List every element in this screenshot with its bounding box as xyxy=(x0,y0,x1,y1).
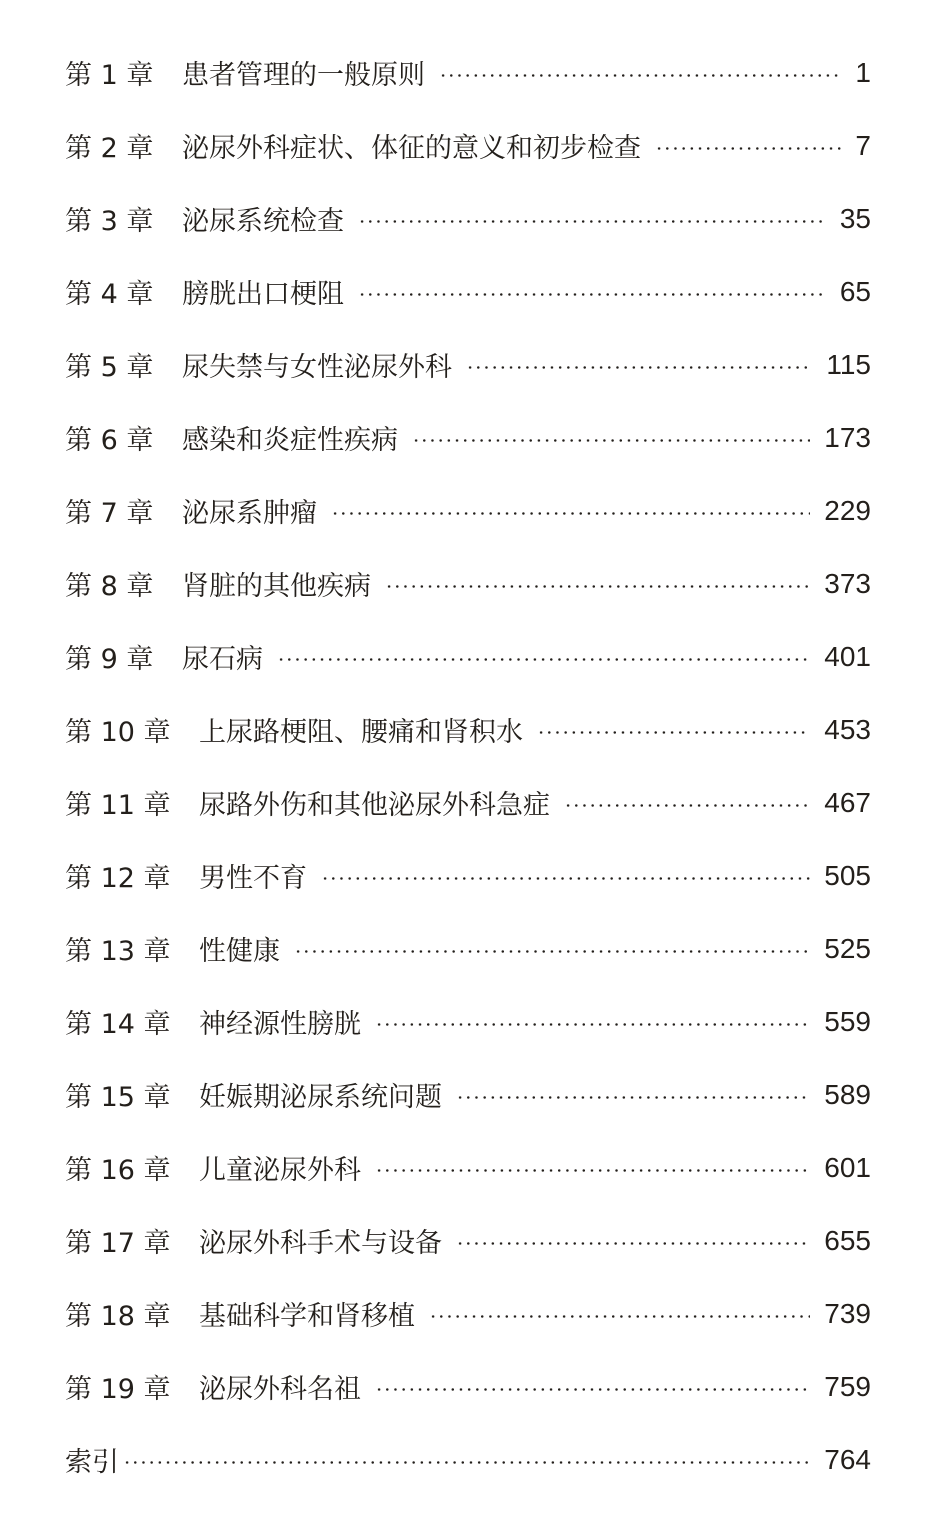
dot-leader xyxy=(456,1242,810,1245)
chapter-number: 第 9 章 xyxy=(65,644,154,675)
chapter-title: 神经源性膀胱 xyxy=(199,1009,361,1040)
page-number: 453 xyxy=(824,713,871,745)
chapter-number: 第 15 章 xyxy=(65,1082,171,1113)
chapter-title: 基础科学和肾移植 xyxy=(199,1301,415,1332)
table-of-contents xyxy=(65,36,871,1496)
dot-leader xyxy=(375,1169,810,1172)
toc-entry-chapter-14[interactable] xyxy=(65,985,871,1058)
page-number: 65 xyxy=(839,275,871,307)
dot-leader xyxy=(429,1315,810,1318)
page-number: 173 xyxy=(824,421,871,453)
chapter-title: 尿失禁与女性泌尿外科 xyxy=(182,352,452,383)
toc-entry-chapter-19[interactable] xyxy=(65,1350,871,1423)
chapter-title: 泌尿外科症状、体征的意义和初步检查 xyxy=(182,133,641,164)
page-number: 7 xyxy=(855,129,871,161)
chapter-title: 患者管理的一般原则 xyxy=(182,60,425,91)
toc-entry-chapter-15[interactable] xyxy=(65,1058,871,1131)
dot-leader xyxy=(321,877,810,880)
page-number: 1 xyxy=(855,56,871,88)
dot-leader xyxy=(564,804,810,807)
toc-entry-chapter-5[interactable] xyxy=(65,328,871,401)
chapter-title: 上尿路梗阻、腰痛和肾积水 xyxy=(199,717,523,748)
page-number: 764 xyxy=(824,1443,871,1475)
toc-entry-chapter-13[interactable] xyxy=(65,912,871,985)
page-number: 589 xyxy=(824,1078,871,1110)
chapter-title: 性健康 xyxy=(199,936,280,967)
toc-entry-chapter-2[interactable] xyxy=(65,109,871,182)
chapter-title: 膀胱出口梗阻 xyxy=(182,279,344,310)
chapter-number: 第 14 章 xyxy=(65,1009,171,1040)
page-number: 655 xyxy=(824,1224,871,1256)
chapter-title: 泌尿外科手术与设备 xyxy=(199,1228,442,1259)
toc-entry-chapter-9[interactable] xyxy=(65,620,871,693)
chapter-title: 男性不育 xyxy=(199,863,307,894)
dot-leader xyxy=(466,366,812,369)
page-number: 525 xyxy=(824,932,871,964)
toc-entry-chapter-12[interactable] xyxy=(65,839,871,912)
toc-entry-chapter-3[interactable] xyxy=(65,182,871,255)
page-number: 739 xyxy=(824,1297,871,1329)
chapter-number: 第 4 章 xyxy=(65,279,154,310)
dot-leader xyxy=(412,439,810,442)
page-number: 559 xyxy=(824,1005,871,1037)
page-number: 229 xyxy=(824,494,871,526)
page-number: 35 xyxy=(839,202,871,234)
toc-entry-chapter-7[interactable] xyxy=(65,474,871,547)
dot-leader xyxy=(277,658,810,661)
page-number: 373 xyxy=(824,567,871,599)
chapter-number: 第 11 章 xyxy=(65,790,171,821)
chapter-number: 第 7 章 xyxy=(65,498,154,529)
toc-entry-chapter-10[interactable] xyxy=(65,693,871,766)
toc-entry-index[interactable] xyxy=(65,1423,871,1496)
dot-leader xyxy=(123,1461,810,1464)
toc-entry-chapter-8[interactable] xyxy=(65,547,871,620)
chapter-number: 第 2 章 xyxy=(65,133,154,164)
chapter-title: 尿路外伤和其他泌尿外科急症 xyxy=(199,790,550,821)
toc-entry-chapter-11[interactable] xyxy=(65,766,871,839)
dot-leader xyxy=(358,220,826,223)
chapter-number: 第 8 章 xyxy=(65,571,154,602)
chapter-number: 第 17 章 xyxy=(65,1228,171,1259)
dot-leader xyxy=(439,74,841,77)
page-number: 401 xyxy=(824,640,871,672)
chapter-number: 第 10 章 xyxy=(65,717,171,748)
chapter-title: 肾脏的其他疾病 xyxy=(182,571,371,602)
page-number: 467 xyxy=(824,786,871,818)
chapter-title: 儿童泌尿外科 xyxy=(199,1155,361,1186)
dot-leader xyxy=(331,512,810,515)
page-number: 115 xyxy=(826,348,871,380)
toc-entry-chapter-4[interactable] xyxy=(65,255,871,328)
dot-leader xyxy=(537,731,810,734)
page-number: 759 xyxy=(824,1370,871,1402)
chapter-number: 第 6 章 xyxy=(65,425,154,456)
chapter-title: 泌尿系肿瘤 xyxy=(182,498,317,529)
chapter-title: 妊娠期泌尿系统问题 xyxy=(199,1082,442,1113)
chapter-number: 第 16 章 xyxy=(65,1155,171,1186)
toc-entry-chapter-1[interactable] xyxy=(65,36,871,109)
dot-leader xyxy=(655,147,841,150)
dot-leader xyxy=(375,1388,810,1391)
chapter-title: 泌尿外科名祖 xyxy=(199,1374,361,1405)
chapter-number: 第 18 章 xyxy=(65,1301,171,1332)
dot-leader xyxy=(294,950,810,953)
toc-entry-chapter-6[interactable] xyxy=(65,401,871,474)
toc-entry-chapter-17[interactable] xyxy=(65,1204,871,1277)
chapter-number: 第 19 章 xyxy=(65,1374,171,1405)
chapter-number: 第 5 章 xyxy=(65,352,154,383)
toc-entry-chapter-16[interactable] xyxy=(65,1131,871,1204)
index-title: 索引 xyxy=(65,1447,119,1478)
chapter-number: 第 12 章 xyxy=(65,863,171,894)
dot-leader xyxy=(385,585,810,588)
chapter-number: 第 3 章 xyxy=(65,206,154,237)
dot-leader xyxy=(456,1096,810,1099)
toc-entry-chapter-18[interactable] xyxy=(65,1277,871,1350)
chapter-number: 第 1 章 xyxy=(65,60,154,91)
chapter-title: 泌尿系统检查 xyxy=(182,206,344,237)
page-number: 505 xyxy=(824,859,871,891)
chapter-title: 尿石病 xyxy=(182,644,263,675)
chapter-number: 第 13 章 xyxy=(65,936,171,967)
chapter-title: 感染和炎症性疾病 xyxy=(182,425,398,456)
dot-leader xyxy=(375,1023,810,1026)
page-number: 601 xyxy=(824,1151,871,1183)
dot-leader xyxy=(358,293,826,296)
